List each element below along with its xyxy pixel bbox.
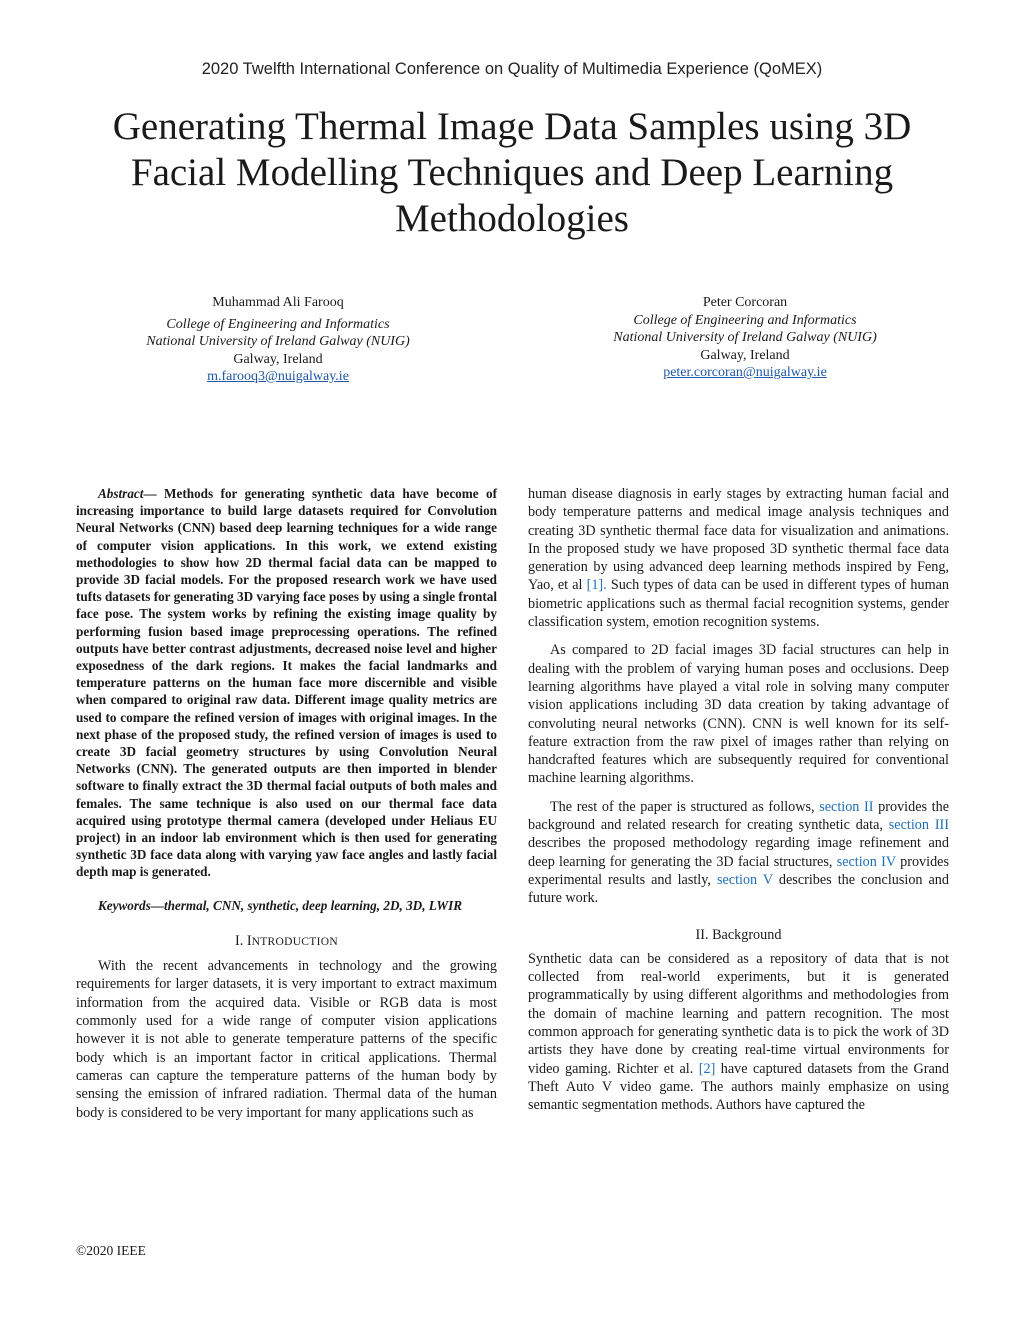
section-title-rest: NTRODUCTION bbox=[251, 935, 338, 948]
section-initial: I bbox=[246, 932, 252, 949]
title-line-2: Facial Modelling Techniques and Deep Learning bbox=[130, 151, 894, 194]
paper-title bbox=[60, 104, 964, 242]
keywords: Keywords—thermal, CNN, synthetic, deep learning, 2D, 3D, LWIR bbox=[98, 897, 463, 913]
author-university: National University of Ireland Galway (NUIG) bbox=[613, 330, 877, 345]
paragraph-text: Synthetic data can be considered as a repository of data that is not collected from real-world experiments, but it is generated programmatically by using different algorithms and methodologies from the domain of machine learning and pattern recognition. The most common approach for generating synthetic data is to pick the work of 3D artists they have done by creating real-time virtual environments for video gaming. Richter et al. bbox=[528, 950, 949, 1077]
section-heading-introduction bbox=[76, 932, 497, 951]
paragraph-text: The rest of the paper is structured as follows, bbox=[550, 798, 820, 815]
copyright-footer: ©2020 IEEE bbox=[76, 1243, 146, 1258]
section-number: I. bbox=[235, 932, 247, 949]
paragraph-text: Such types of data can be used in different types of human biometric applications such as thermal facial recognition systems, gender classification system, emotion recognition systems. bbox=[528, 577, 949, 631]
paragraph-text: human disease diagnosis in early stages by extracting human facial and body temperature patterns and medical image analysis techniques and creating 3D synthetic thermal face data for visualization and animations. In the proposed study we have proposed 3D synthetic thermal face data generation by using advanced deep learning methods inspired by Feng, Yao, et al bbox=[528, 486, 949, 594]
title-line-3: Methodologies bbox=[395, 197, 629, 240]
author-email-link[interactable]: m.farooq3@nuigalway.ie bbox=[207, 369, 349, 384]
paragraph-text: have captured datasets from the Grand Theft Auto V video game. The authors mainly emphasize on using semantic segmentation methods. Authors have captured the bbox=[528, 1060, 949, 1114]
paragraph-text: provides experimental results and lastly, bbox=[528, 853, 949, 888]
intro-paragraph-1-continued bbox=[528, 485, 949, 631]
background-paragraph-1 bbox=[528, 950, 949, 1115]
intro-paragraph-3 bbox=[528, 798, 949, 908]
author-name: Muhammad Ali Farooq bbox=[212, 295, 344, 310]
author-email-link[interactable]: peter.corcoran@nuigalway.ie bbox=[663, 365, 827, 380]
paragraph-text: provides the background and related research for creating synthetic data, bbox=[528, 798, 949, 834]
conference-header: 2020 Twelfth International Conference on Quality of Multimedia Experience (QoMEX) bbox=[201, 60, 823, 78]
section-link-4[interactable]: section IV bbox=[836, 853, 896, 870]
section-link-5[interactable]: section V bbox=[716, 871, 773, 888]
section-heading-background: II. Background bbox=[695, 926, 782, 943]
left-column bbox=[76, 485, 497, 1122]
section-link-3[interactable]: section III bbox=[888, 817, 949, 834]
paragraph-text: describes the conclusion and future work. bbox=[528, 871, 949, 907]
author-city: Galway, Ireland bbox=[233, 351, 323, 367]
author-department: College of Engineering and Informatics bbox=[633, 312, 857, 328]
paragraph-text: describes the proposed methodology regarding image refinement and deep learning for generating the 3D facial structures, bbox=[528, 835, 949, 870]
title-line-1: Generating Thermal Image Data Samples using 3D bbox=[112, 105, 912, 148]
abstract bbox=[76, 485, 497, 881]
abstract-dash: — bbox=[143, 486, 165, 501]
citation-link-2[interactable]: [2] bbox=[698, 1060, 716, 1077]
right-column bbox=[528, 485, 949, 1115]
author-name: Peter Corcoran bbox=[702, 295, 788, 310]
abstract-label: Abstract bbox=[98, 486, 144, 501]
abstract-text: Methods for generating synthetic data have become of increasing importance to build large datasets required for Convolution Neural Networks (CNN) based deep learning techniques for a wide range of computer vision applications. In this work, we extend existing methodologies to show how 2D thermal facial data can be mapped to provide 3D facial models. For the proposed research work we have used tufts datasets for generating 3D varying face poses by using a single frontal face pose. The system works by refining the existing image quality by performing fusion based image preprocessing operations. The refined outputs have better contrast adjustments, decreased noise level and higher exposedness of the dark regions. It makes the facial landmarks and temperature patterns on the human face more discernible and visible when compared to original raw data. Different image quality metrics are used to compare the refined version of images with original images. In the next phase of the proposed study, the refined version of images is used to create 3D facial geometry structures by using Convolution Neural Networks (CNN). The generated outputs are then imported in blender software to finally extract the 3D thermal facial outputs of both males and females. The same technique is also used on our thermal face data acquired using prototype thermal camera (developed under Heliaus EU project) in an indoor lab environment which is then used for generating synthetic 3D face data along with varying yaw face angles and lastly facial depth map is generated. bbox=[76, 486, 498, 880]
author-university: National University of Ireland Galway (NUIG) bbox=[146, 334, 410, 349]
author-department: College of Engineering and Informatics bbox=[166, 316, 390, 332]
author-block-1 bbox=[108, 294, 448, 386]
author-city: Galway, Ireland bbox=[700, 347, 790, 363]
author-block-2 bbox=[575, 294, 915, 382]
section-link-2[interactable]: section II bbox=[819, 798, 874, 815]
citation-link-1[interactable]: [1]. bbox=[586, 577, 607, 594]
intro-paragraph-1: With the recent advancements in technology and the growing requirements for larger datasets, it is very important to extract maximum information from the acquired data. Visible or RGB data is most commonly used for a wide range of computer vision applications however it is not able to generate temperature patterns of the specific body which is an important factor in critical applications. Thermal cameras can capture the temperature patterns of the human body by sensing the emission of infrared radiation. Thermal data of the human body is considered to be very important for many applications such as bbox=[76, 958, 497, 1121]
intro-paragraph-2: As compared to 2D facial images 3D facial structures can help in dealing with the problem of varying human poses and occlusions. Deep learning algorithms have played a vital role in solving many computer vision applications including 3D data creation by taking advantage of convoluting neural networks (CNN). CNN is well known for its self-feature extraction from the raw pixel of images rather than relying on handcrafted features which are subsequently required for conventional machine learning algorithms. bbox=[528, 642, 949, 787]
